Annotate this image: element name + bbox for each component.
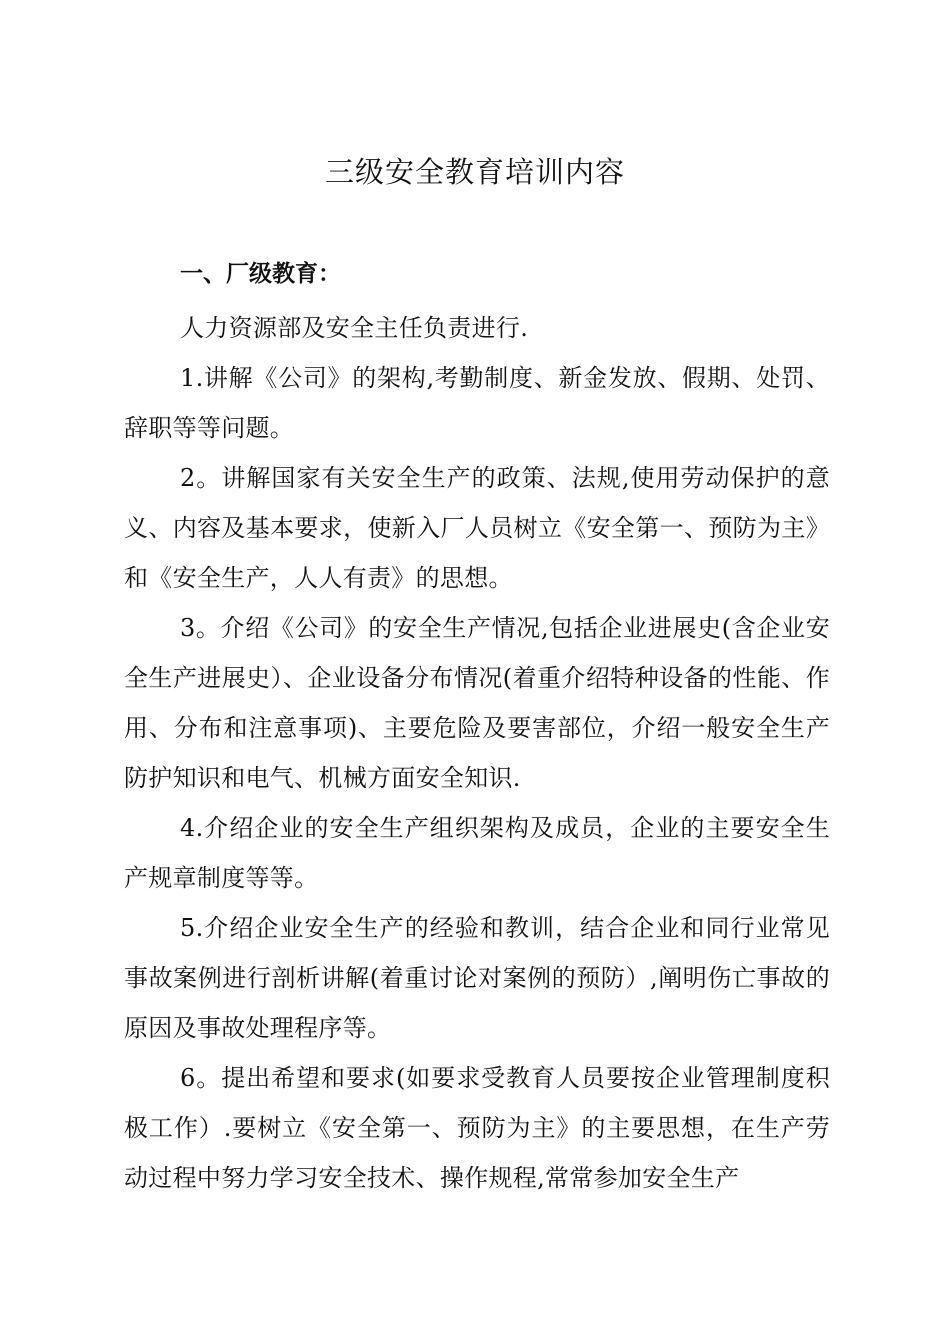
paragraph-item-1: 1.讲解《公司》的架构,考勤制度、新金发放、假期、处罚、辞职等等问题。 (124, 364, 830, 442)
paragraph-item-3: 3。介绍《公司》的安全生产情况,包括企业进展史(含企业安全生产进展史）、企业设备分布情况(着重介绍特种设备的性能、作用、分布和注意事项)、主要危险及要害部位，介绍一般安全生产防护知识和电气、机械方面安全知识. (124, 614, 830, 792)
paragraph-intro: 人力资源部及安全主任负责进行. (180, 314, 529, 342)
document-body (124, 255, 830, 1203)
paragraph-item-5: 5.介绍企业安全生产的经验和教训，结合企业和同行业常见事故案例进行剖析讲解(着重讨论对案例的预防）,阐明伤亡事故的原因及事故处理程序等。 (124, 914, 830, 1042)
section-heading: 一、厂级教育： (180, 261, 341, 287)
paragraph-item-4: 4.介绍企业的安全生产组织架构及成员，企业的主要安全生产规章制度等等。 (124, 814, 830, 892)
document-title: 三级安全教育培训内容 (324, 155, 625, 189)
paragraph-item-6: 6。提出希望和要求(如要求受教育人员要按企业管理制度积极工作）.要树立《安全第一、预防为主》的主要思想，在生产劳动过程中努力学习安全技术、操作规程,常常参加安全生产 (124, 1064, 830, 1192)
paragraph-item-2: 2。讲解国家有关安全生产的政策、法规,使用劳动保护的意义、内容及基本要求，使新入厂人员树立《安全第一、预防为主》和《安全生产，人人有责》的思想。 (124, 464, 830, 592)
